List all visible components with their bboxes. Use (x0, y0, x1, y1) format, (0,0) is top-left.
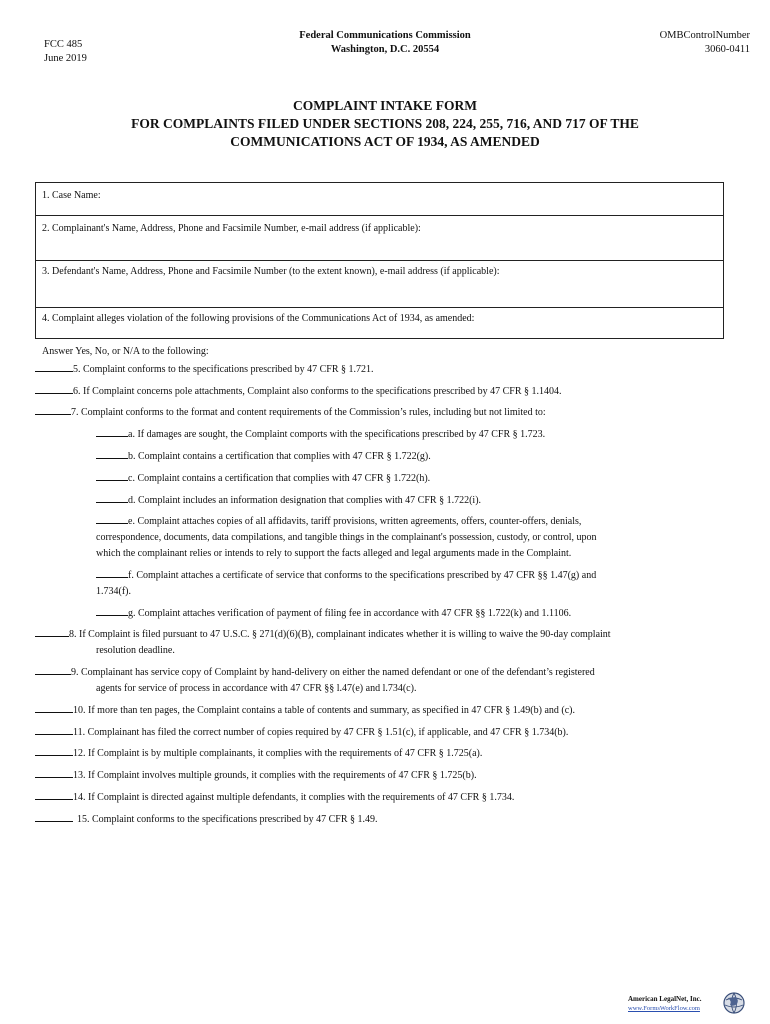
answer-blank-7e[interactable] (96, 514, 128, 524)
omb-label: OMBControlNumber (659, 30, 750, 41)
item-7g (96, 606, 571, 622)
item-7f (96, 568, 716, 600)
item-12-text: 12. If Complaint is by multiple complainants, it complies with the requirements of 47 CFR § 1.725(a). (73, 748, 483, 759)
form-number: FCC 485 (44, 39, 83, 50)
answer-blank-10[interactable] (35, 703, 73, 713)
item-7b (96, 449, 431, 465)
omb-control (600, 29, 750, 57)
item-7e-text-1: e. Complaint attaches copies of all affidavits, tariff provisions, written agreements, offers, counter-offers, denials, (128, 516, 582, 527)
form-id (44, 38, 87, 66)
item-9 (35, 665, 715, 697)
answer-blank-6[interactable] (35, 384, 73, 394)
item-7c (96, 471, 430, 487)
title-line-2: FOR COMPLAINTS FILED UNDER SECTIONS 208, 224, 255, 716, AND 717 OF THE (131, 116, 639, 131)
item-10 (35, 703, 575, 719)
item-8-text-1: 8. If Complaint is filed pursuant to 47 U.S.C. § 271(d)(6)(B), complainant indicates whether it is willing to waive the 90-day complaint (69, 629, 611, 640)
item-8-text-2: resolution deadline. (96, 645, 175, 656)
item-9-text-2: agents for service of process in accordance with 47 CFR §§ l.47(e) and l.734(c). (96, 683, 417, 694)
answer-blank-14[interactable] (35, 790, 73, 800)
form-date: June 2019 (44, 53, 87, 64)
item-7e-text-2: correspondence, documents, data compilations, and tangible things in the complainant's possession, custody, or control, upon (96, 532, 597, 543)
complainant-label: 2. Complainant's Name, Address, Phone and Facsimile Number, e-mail address (if applicable): (42, 223, 421, 234)
answer-blank-7b[interactable] (96, 449, 128, 459)
item-7g-text: g. Complaint attaches verification of payment of filing fee in accordance with 47 CFR §§ 1.722(k) and 1.1106. (128, 608, 572, 619)
answer-blank-12[interactable] (35, 746, 73, 756)
item-15 (35, 812, 378, 828)
item-12 (35, 746, 482, 762)
answer-blank-7c[interactable] (96, 471, 128, 481)
info-boxes (35, 182, 724, 339)
answer-blank-15[interactable] (35, 812, 73, 822)
item-5 (35, 362, 374, 378)
answer-blank-7g[interactable] (96, 606, 128, 616)
answer-blank-7f[interactable] (96, 568, 128, 578)
item-7a (96, 427, 545, 443)
case-name-box[interactable] (36, 183, 723, 215)
answer-blank-7[interactable] (35, 405, 71, 415)
item-8 (35, 627, 715, 659)
provisions-label: 4. Complaint alleges violation of the following provisions of the Communications Act of 1934, as amended: (42, 313, 475, 324)
answer-blank-7d[interactable] (96, 493, 128, 503)
answer-blank-5[interactable] (35, 362, 73, 372)
item-7e (96, 514, 716, 562)
answer-blank-7a[interactable] (96, 427, 128, 437)
item-11-text: 11. Complainant has filed the correct number of copies required by 47 CFR § 1.51(c), if applicable, and 47 CFR § 1.734(b). (73, 727, 569, 738)
answer-blank-13[interactable] (35, 768, 73, 778)
agency-name: Federal Communications Commission (299, 30, 471, 41)
answer-blank-8[interactable] (35, 627, 69, 637)
answer-blank-9[interactable] (35, 665, 71, 675)
item-5-text: 5. Complaint conforms to the specifications prescribed by 47 CFR § 1.721. (73, 364, 374, 375)
item-7d-text: d. Complaint includes an information designation that complies with 47 CFR § 1.722(i). (128, 495, 482, 506)
item-7b-text: b. Complaint contains a certification that complies with 47 CFR § 1.722(g). (128, 451, 431, 462)
defendant-label: 3. Defendant's Name, Address, Phone and Facsimile Number (to the extent known), e-mail address (if applicable): (42, 266, 500, 277)
item-11 (35, 725, 568, 741)
item-7 (35, 405, 546, 421)
item-10-text: 10. If more than ten pages, the Complaint contains a table of contents and summary, as specified in 47 CFR § 1.49(b) and (c). (73, 705, 576, 716)
omb-number: 3060-0411 (704, 44, 750, 55)
item-13-text: 13. If Complaint involves multiple grounds, it complies with the requirements of 47 CFR § 1.725(b). (73, 770, 477, 781)
logo-url-link[interactable]: www.FormsWorkFlow.com (628, 1005, 700, 1012)
complainant-box[interactable] (36, 215, 723, 260)
item-9-text-1: 9. Complainant has service copy of Complaint by hand-delivery on either the named defendant or one of the defendant’s registered (71, 667, 595, 678)
item-7f-text-2: 1.734(f). (96, 586, 131, 597)
defendant-box[interactable] (36, 260, 723, 307)
item-14-text: 14. If Complaint is directed against multiple defendants, it complies with the requirements of 47 CFR § 1.734. (73, 792, 515, 803)
form-title (60, 97, 710, 151)
item-7-text: 7. Complaint conforms to the format and content requirements of the Commission’s rules, including but not limited to: (71, 407, 546, 418)
item-13 (35, 768, 477, 784)
item-6-text: 6. If Complaint concerns pole attachments, Complaint also conforms to the specifications prescribed by 47 CFR § 1.1404. (73, 386, 562, 397)
item-14 (35, 790, 514, 806)
title-line-3: COMMUNICATIONS ACT OF 1934, AS AMENDED (230, 134, 540, 149)
logo-company: American LegalNet, Inc. (628, 995, 702, 1003)
title-line-1: COMPLAINT INTAKE FORM (292, 98, 477, 113)
item-7a-text: a. If damages are sought, the Complaint comports with the specifications prescribed by 47 CFR § 1.723. (128, 429, 546, 440)
agency-heading (250, 29, 520, 57)
case-name-label: 1. Case Name: (42, 190, 101, 201)
american-legalnet-logo (624, 990, 746, 1018)
provisions-box[interactable] (36, 307, 723, 338)
globe-icon (722, 990, 746, 1016)
item-7f-text-1: f. Complaint attaches a certificate of service that conforms to the specifications prescribed by 47 CFR §§ 1.47(g) and (128, 570, 597, 581)
agency-address: Washington, D.C. 20554 (330, 44, 440, 55)
item-7e-text-3: which the complainant relies or intends to rely to support the facts alleged and legal arguments made in the Complaint. (96, 548, 572, 559)
answer-blank-11[interactable] (35, 725, 73, 735)
item-15-text: 15. Complaint conforms to the specifications prescribed by 47 CFR § 1.49. (77, 814, 378, 825)
instructions: Answer Yes, No, or N/A to the following: (42, 346, 209, 357)
item-7c-text: c. Complaint contains a certification that complies with 47 CFR § 1.722(h). (128, 473, 431, 484)
item-7d (96, 493, 481, 509)
item-6 (35, 384, 562, 400)
